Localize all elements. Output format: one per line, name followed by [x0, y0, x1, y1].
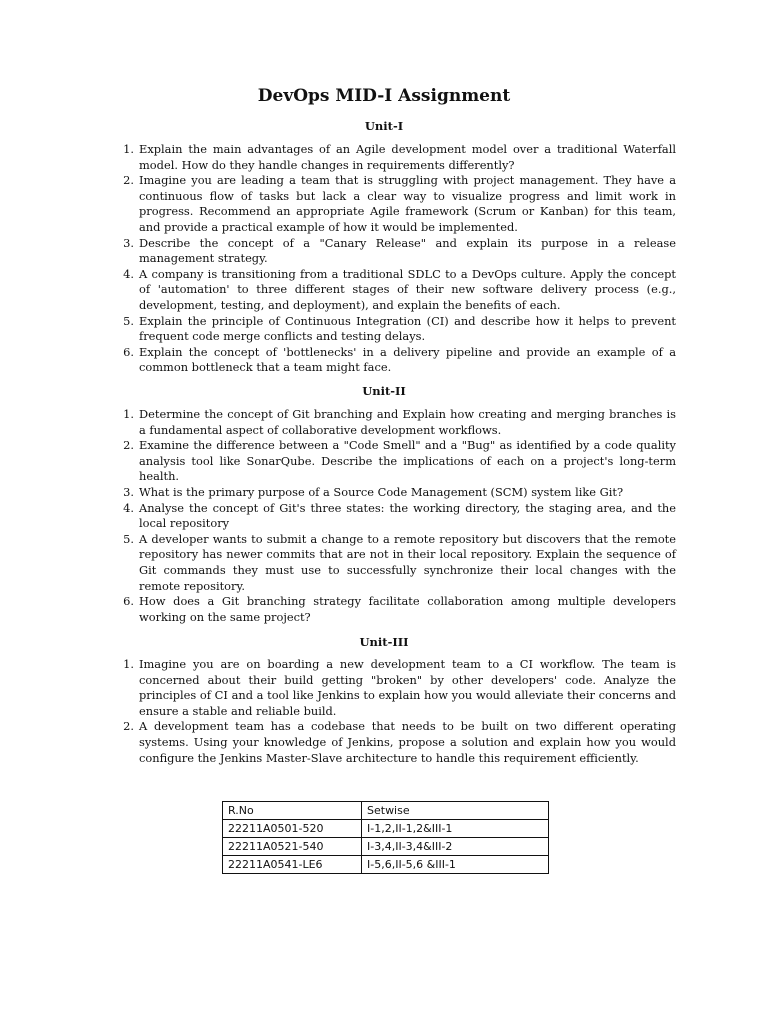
table-header-cell: Setwise	[362, 802, 549, 820]
table-header-cell: R.No	[223, 802, 362, 820]
table-row	[223, 838, 549, 856]
question-text: A company is transitioning from a traditional SDLC to a DevOps culture. Apply the concept of 'automation' to three different stages of their new software delivery process (e.g., development, testing, and deployment), and explain the benefits of each.	[139, 266, 676, 312]
question-item	[123, 235, 676, 267]
question-number: 1.	[123, 657, 134, 671]
question-text: Determine the concept of Git branching and Explain how creating and merging branches is a fundamental aspect of collaborative development workflows.	[139, 407, 676, 437]
question-number: 2.	[123, 173, 134, 188]
table-cell: I-5,6,II-5,6 &III-1	[362, 856, 549, 874]
question-item	[123, 266, 676, 314]
question-item	[123, 500, 676, 532]
table-cell: 22211A0541-LE6	[223, 856, 362, 874]
table-cell: 22211A0521-540	[223, 838, 362, 856]
question-number: 2.	[123, 438, 134, 453]
question-number: 1.	[123, 407, 134, 421]
question-item	[123, 407, 676, 438]
question-item	[123, 344, 676, 376]
question-text: Explain the main advantages of an Agile development model over a traditional Waterfall model. How do they handle changes in requirements differently?	[139, 142, 676, 172]
unit-heading: Unit-III	[359, 635, 409, 649]
question-number: 1.	[123, 142, 134, 156]
question-list	[123, 407, 676, 625]
setwise-table	[222, 801, 549, 874]
question-item	[123, 173, 676, 235]
question-text: Analyse the concept of Git's three states: the working directory, the staging area, and the local repository	[139, 500, 676, 531]
page-title: DevOps MID-I Assignment	[257, 86, 511, 106]
table-cell: 22211A0501-520	[223, 820, 362, 838]
question-item	[123, 438, 676, 485]
question-item	[123, 531, 676, 594]
question-list	[123, 142, 676, 376]
question-item	[123, 484, 676, 501]
question-text: Describe the concept of a "Canary Release" and explain its purpose in a release management strategy.	[139, 235, 676, 266]
question-item	[123, 719, 676, 766]
question-text: Imagine you are on boarding a new development team to a CI workflow. The team is concerned about their build getting "broken" by other developers' code. Analyze the principles of CI and a tool like Jenkins to explain how you would alleviate their concerns and ensure a stable and reliable build.	[139, 657, 676, 718]
question-text: Imagine you are leading a team that is struggling with project management. They have a continuous flow of tasks but lack a clear way to visualize progress and limit work in progress. Recommend an appropriate Agile framework (Scrum or Kanban) for this team, and provide a practical example of how it would be implemented.	[139, 173, 676, 234]
question-text: A development team has a codebase that needs to be built on two different operating systems. Using your knowledge of Jenkins, propose a solution and explain how you would configure the Jenkins Master-Slave architecture to handle this requirement efficiently.	[139, 719, 676, 765]
question-number: 5.	[123, 313, 134, 328]
setwise-table-wrapper	[222, 801, 549, 874]
question-item	[123, 594, 676, 625]
question-number: 3.	[123, 484, 134, 499]
question-text: What is the primary purpose of a Source Code Management (SCM) system like Git?	[139, 484, 624, 499]
question-number: 4.	[123, 500, 134, 515]
question-number: 3.	[123, 235, 134, 250]
question-number: 6.	[123, 594, 134, 609]
table-header-row	[223, 802, 549, 820]
table-row	[223, 856, 549, 874]
unit-heading: Unit-I	[364, 119, 404, 133]
question-text: Explain the concept of 'bottlenecks' in a delivery pipeline and provide an example of a common bottleneck that a team might face.	[139, 344, 676, 375]
question-item	[123, 313, 676, 345]
question-number: 4.	[123, 266, 134, 281]
table-row	[223, 820, 549, 838]
question-text: Explain the principle of Continuous Integration (CI) and describe how it helps to prevent frequent code merge conflicts and testing delays.	[139, 313, 676, 344]
table-cell: I-1,2,II-1,2&III-1	[362, 820, 549, 838]
question-number: 6.	[123, 344, 134, 359]
unit-heading: Unit-II	[362, 384, 406, 398]
question-number: 5.	[123, 531, 134, 546]
question-text: Examine the difference between a "Code Smell" and a "Bug" as identified by a code quality analysis tool like SonarQube. Describe the implications of each on a project's long-term health.	[139, 438, 676, 484]
question-list	[123, 657, 676, 766]
question-item	[123, 142, 676, 173]
table-cell: I-3,4,II-3,4&III-2	[362, 838, 549, 856]
question-number: 2.	[123, 719, 134, 734]
question-text: How does a Git branching strategy facilitate collaboration among multiple developers working on the same project?	[139, 594, 676, 624]
question-text: A developer wants to submit a change to a remote repository but discovers that the remote repository has newer commits that are not in their local repository. Explain the sequence of Git commands they must use to successfully synchronize their local changes with the remote repository.	[139, 531, 676, 593]
question-item	[123, 657, 676, 719]
